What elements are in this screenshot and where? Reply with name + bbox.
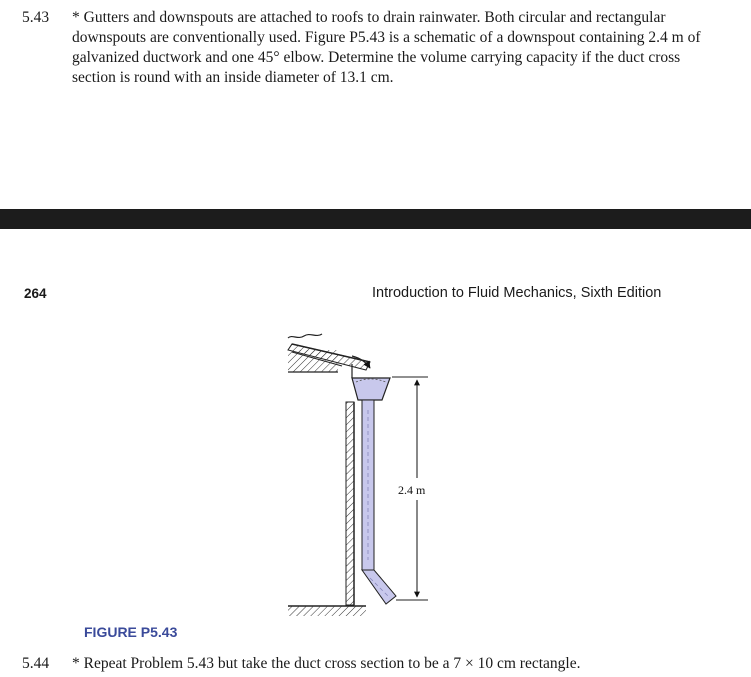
problem-number: 5.43: [22, 9, 50, 26]
book-title: Introduction to Fluid Mechanics, Sixth Edition: [372, 285, 662, 301]
roof-eave: [288, 350, 338, 372]
problem-5-44: [22, 654, 722, 674]
problem-number: 5.44: [22, 655, 50, 672]
dimension-label: 2.4 m: [398, 483, 426, 497]
figure-caption: FIGURE P5.43: [84, 624, 178, 640]
elbow-45: [362, 570, 396, 604]
problem-text: * Gutters and downspouts are attached to roofs to drain rainwater. Both circular and rectangular downspouts are conventionally used. Figure P5.43 is a schematic of a downspout containing 2.4 m of galvanized ductwork and one 45° elbow. Determine the volume carrying capacity if the duct cross section is round with an inside diameter of 13.1 cm.: [72, 9, 701, 86]
page-number: 264: [24, 286, 47, 301]
wall: [346, 402, 354, 605]
gutter: [352, 364, 390, 400]
downspout-duct: [362, 400, 374, 570]
ground: [288, 606, 366, 616]
problem-text: * Repeat Problem 5.43 but take the duct cross section to be a 7 × 10 cm rectangle.: [72, 655, 581, 672]
